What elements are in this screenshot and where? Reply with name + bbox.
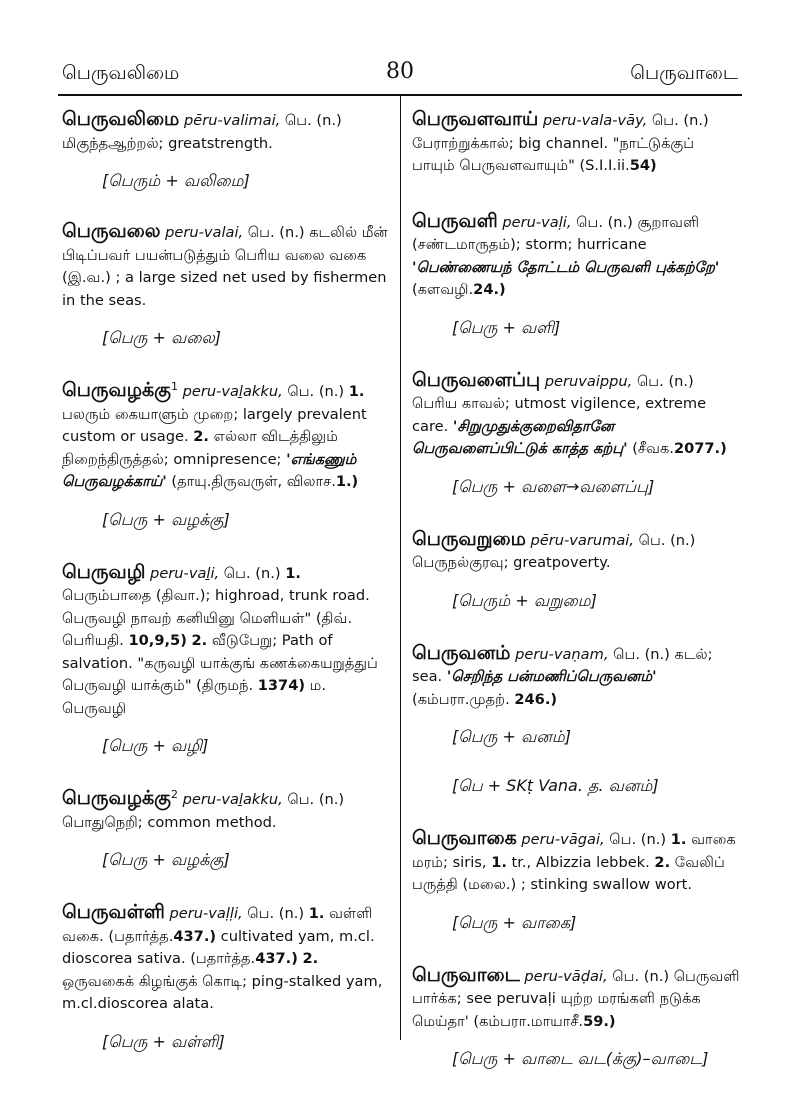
dictionary-entry [62, 561, 390, 721]
dictionary-entry [412, 369, 740, 461]
definition-text: (களவழி. [412, 281, 474, 298]
definition-text: 1.) [335, 473, 359, 490]
definition-text: (தாயு.திருவருள், விலாச. [166, 473, 336, 490]
definition-text: tr., Albizzia lebbek. [506, 853, 655, 871]
etymology: [பெரும் + வறுமை] [452, 590, 597, 610]
transliteration: peru-vāgai, [516, 831, 605, 848]
transliteration: peru-vaḷi, [497, 213, 572, 231]
definition-text: பெ. (n.) பேராற்றுக்கால்; big channel. "நாட்டுக்குப் பாயும் பெருவளவாயும்" (S.I.I.ii. [412, 112, 709, 174]
entry-headword: பெருவளைப்பு [412, 368, 541, 391]
definition-text: 437.) [173, 927, 217, 945]
etymology: [பெ + SKṭ Vana. த. வனம்] [452, 776, 659, 795]
definition-text: 24.) [473, 281, 506, 298]
definition-text: 59.) [583, 1012, 616, 1030]
entry-headword: பெருவழக்கு [62, 379, 171, 401]
definition-text: பெ. (n.) [282, 383, 349, 400]
definition-text: 437.) [255, 950, 298, 967]
etymology: [பெரு + வளி] [452, 317, 561, 337]
definition-text: cultivated yam, m.cl. dioscorea sativa. (பதார்த்த. [62, 927, 375, 967]
definition-text: பெ. (n.) பெருவளி பார்க்க; see peruvaḷi யுற்ற மரங்களி நடுக்க மெய்தா' (கம்பரா.மாயாசீ. [412, 967, 740, 1030]
definition-text: 1374) [257, 677, 306, 694]
definition-text: பெ. (n.) [604, 831, 671, 848]
dictionary-entry [62, 220, 390, 312]
transliteration: peru-vala-vāy, [538, 112, 648, 129]
dictionary-entry [412, 210, 740, 302]
definition-text: பெ. (n.) [242, 905, 309, 922]
transliteration: peru-vaṇam, [510, 645, 609, 663]
definition-text: 1. [491, 853, 507, 871]
column-divider [400, 96, 401, 1040]
definition-text: (கம்பரா.முதற். [412, 690, 515, 708]
etymology: [பெரு + வாடை வட(க்கு)–வாடை] [452, 1049, 709, 1068]
definition-text: பெ. (n.) கடலில் மீன் பிடிப்பவர் பயன்படுத்தும் பெரிய வலை வகை (இ.வ.) ; a large sized net used by fishermen in the seas. [62, 224, 388, 309]
etymology: [பெரு + வழக்கு] [102, 850, 230, 869]
page-number: 80 [386, 59, 414, 84]
etymology: [பெரு + வளை→வளைப்பு] [452, 476, 655, 496]
definition-text: பலரும் கையாளும் முறை; largely prevalent custom or usage. [62, 405, 367, 445]
dictionary-entry [412, 827, 740, 897]
etymology: [பெரு + வழக்கு] [102, 509, 230, 529]
definition-text: 1. [285, 564, 301, 582]
homonym-number: 1 [170, 380, 178, 394]
definition-text: பெ. (n.) பெருநல்குரவு; greatpoverty. [412, 531, 696, 571]
entry-headword: பெருவறுமை [412, 527, 526, 550]
entry-headword: பெருவள்ளி [62, 901, 165, 923]
definition-text: வேலிப் பருத்தி (மலை.) ; stinking swallow wort. [412, 853, 725, 893]
definition-text: எல்லா விடத்திலும் நிறைந்திருத்தல்; omnipresence; [62, 428, 338, 468]
etymology: [பெரு + வாகை] [452, 912, 577, 932]
entry-headword: பெருவாகை [412, 827, 517, 849]
dictionary-entry [62, 901, 390, 1016]
definition-text: 'பெண்ணையந் தோட்டம் பெருவளி புக்கற்றே' [412, 258, 720, 276]
transliteration: peru-vaḻi, [145, 564, 220, 582]
etymology: [பெரு + வள்ளி] [102, 1031, 225, 1051]
definition-text: ஒருவகைக் கிழங்குக் கொடி; ping-stalked yam, m.cl.dioscorea alata. [62, 972, 383, 1012]
definition-text: பெ. (n.) பொதுநெறி; common method. [62, 791, 345, 831]
definition-text: 1. [670, 831, 687, 848]
dictionary-entry [412, 528, 740, 575]
definition-text: 1. [308, 905, 325, 922]
definition-text: 54) [629, 157, 657, 174]
dictionary-entry [412, 964, 740, 1034]
definition-text: 2. [654, 853, 671, 871]
definition-text: ம. பெருவழி [62, 677, 327, 717]
entry-headword: பெருவனம் [412, 641, 511, 664]
definition-text: பெ. (n.) சூறாவளி (சண்டமாருதம்); storm; hurricane [412, 213, 700, 253]
dictionary-entry [412, 108, 740, 178]
transliteration: peru-vaḻakku, [177, 383, 283, 400]
definition-text: வீடுபேறு; Path of salvation. "கருவழி யாக்குங் கணக்கையறுத்துப் பெருவழி யாக்கும்" (திருமந். [62, 632, 378, 694]
definition-text: (சீவக. [627, 440, 674, 457]
transliteration: peru-vaḷḷi, [164, 905, 243, 922]
transliteration: pēru-valimai, [179, 112, 281, 129]
definition-text: 2077.) [673, 440, 727, 457]
entry-headword: பெருவளி [412, 209, 498, 232]
etymology: [பெரும் + வலிமை] [102, 171, 250, 190]
entry-headword: பெருவலை [62, 220, 161, 242]
left-column [62, 108, 390, 1053]
definition-text: பெ. (n.) பெரிய காவல்; utmost vigilence, extreme care. [412, 372, 707, 435]
etymology: [பெரு + வலை] [102, 328, 221, 347]
homonym-number: 2 [170, 788, 178, 802]
entry-headword: பெருவலிமை [62, 108, 180, 130]
definition-text: 1. [348, 383, 365, 400]
transliteration: peru-vaḻakku, [177, 791, 283, 808]
dictionary-entry [62, 787, 390, 834]
definition-text: பெரும்பாதை (திவா.); highroad, trunk road. பெருவழி நாவற் கனியினு மெளியள்" (திவ். பெரியதி. [62, 587, 370, 649]
definition-text: 'எங்கணும் பெருவழக்காய்' [62, 450, 357, 490]
header-left-guideword: பெருவலிமை [62, 62, 180, 84]
definition-text: 'செறிந்த பன்மணிப்பெருவனம்' [446, 668, 657, 685]
definition-text: 10,9,5) [128, 632, 187, 649]
transliteration: pēru-varumai, [525, 531, 634, 549]
definition-text: பெ. (n.) கடல்; sea. [412, 645, 713, 685]
definition-text: வள்ளி வகை. (பதார்த்த. [62, 905, 373, 945]
definition-text: பெ. (n.) [219, 564, 286, 582]
definition-text: பெ. (n.) மிகுந்தஆற்றல்; greatstrength. [62, 112, 342, 152]
definition-text: வாகை மரம்; siris, [412, 831, 736, 871]
etymology: [பெரு + வனம்] [452, 727, 571, 746]
definition-text: 2. [193, 428, 209, 445]
transliteration: peru-vāḍai, [519, 967, 608, 985]
entry-headword: பெருவழி [62, 560, 146, 583]
definition-text: 2. [302, 950, 319, 967]
running-header [62, 59, 738, 88]
transliteration: peruvaippu, [540, 372, 633, 390]
right-column [412, 108, 740, 1070]
dictionary-entry [412, 642, 740, 712]
etymology: [பெரு + வழி] [102, 736, 209, 755]
transliteration: peru-valai, [160, 224, 244, 241]
entry-headword: பெருவளவாய் [412, 108, 539, 130]
header-right-guideword: பெருவாடை [630, 62, 738, 84]
entry-headword: பெருவழக்கு [62, 787, 171, 809]
definition-text: 'சிறுமுதுக்குறைவிதானே பெருவளைப்பிட்டுக் காத்த கற்பு' [412, 417, 628, 457]
dictionary-entry [62, 379, 390, 494]
definition-text: 246.) [514, 690, 558, 708]
definition-text: 2. [191, 632, 208, 649]
dictionary-entry [62, 108, 390, 155]
entry-headword: பெருவாடை [412, 963, 520, 986]
